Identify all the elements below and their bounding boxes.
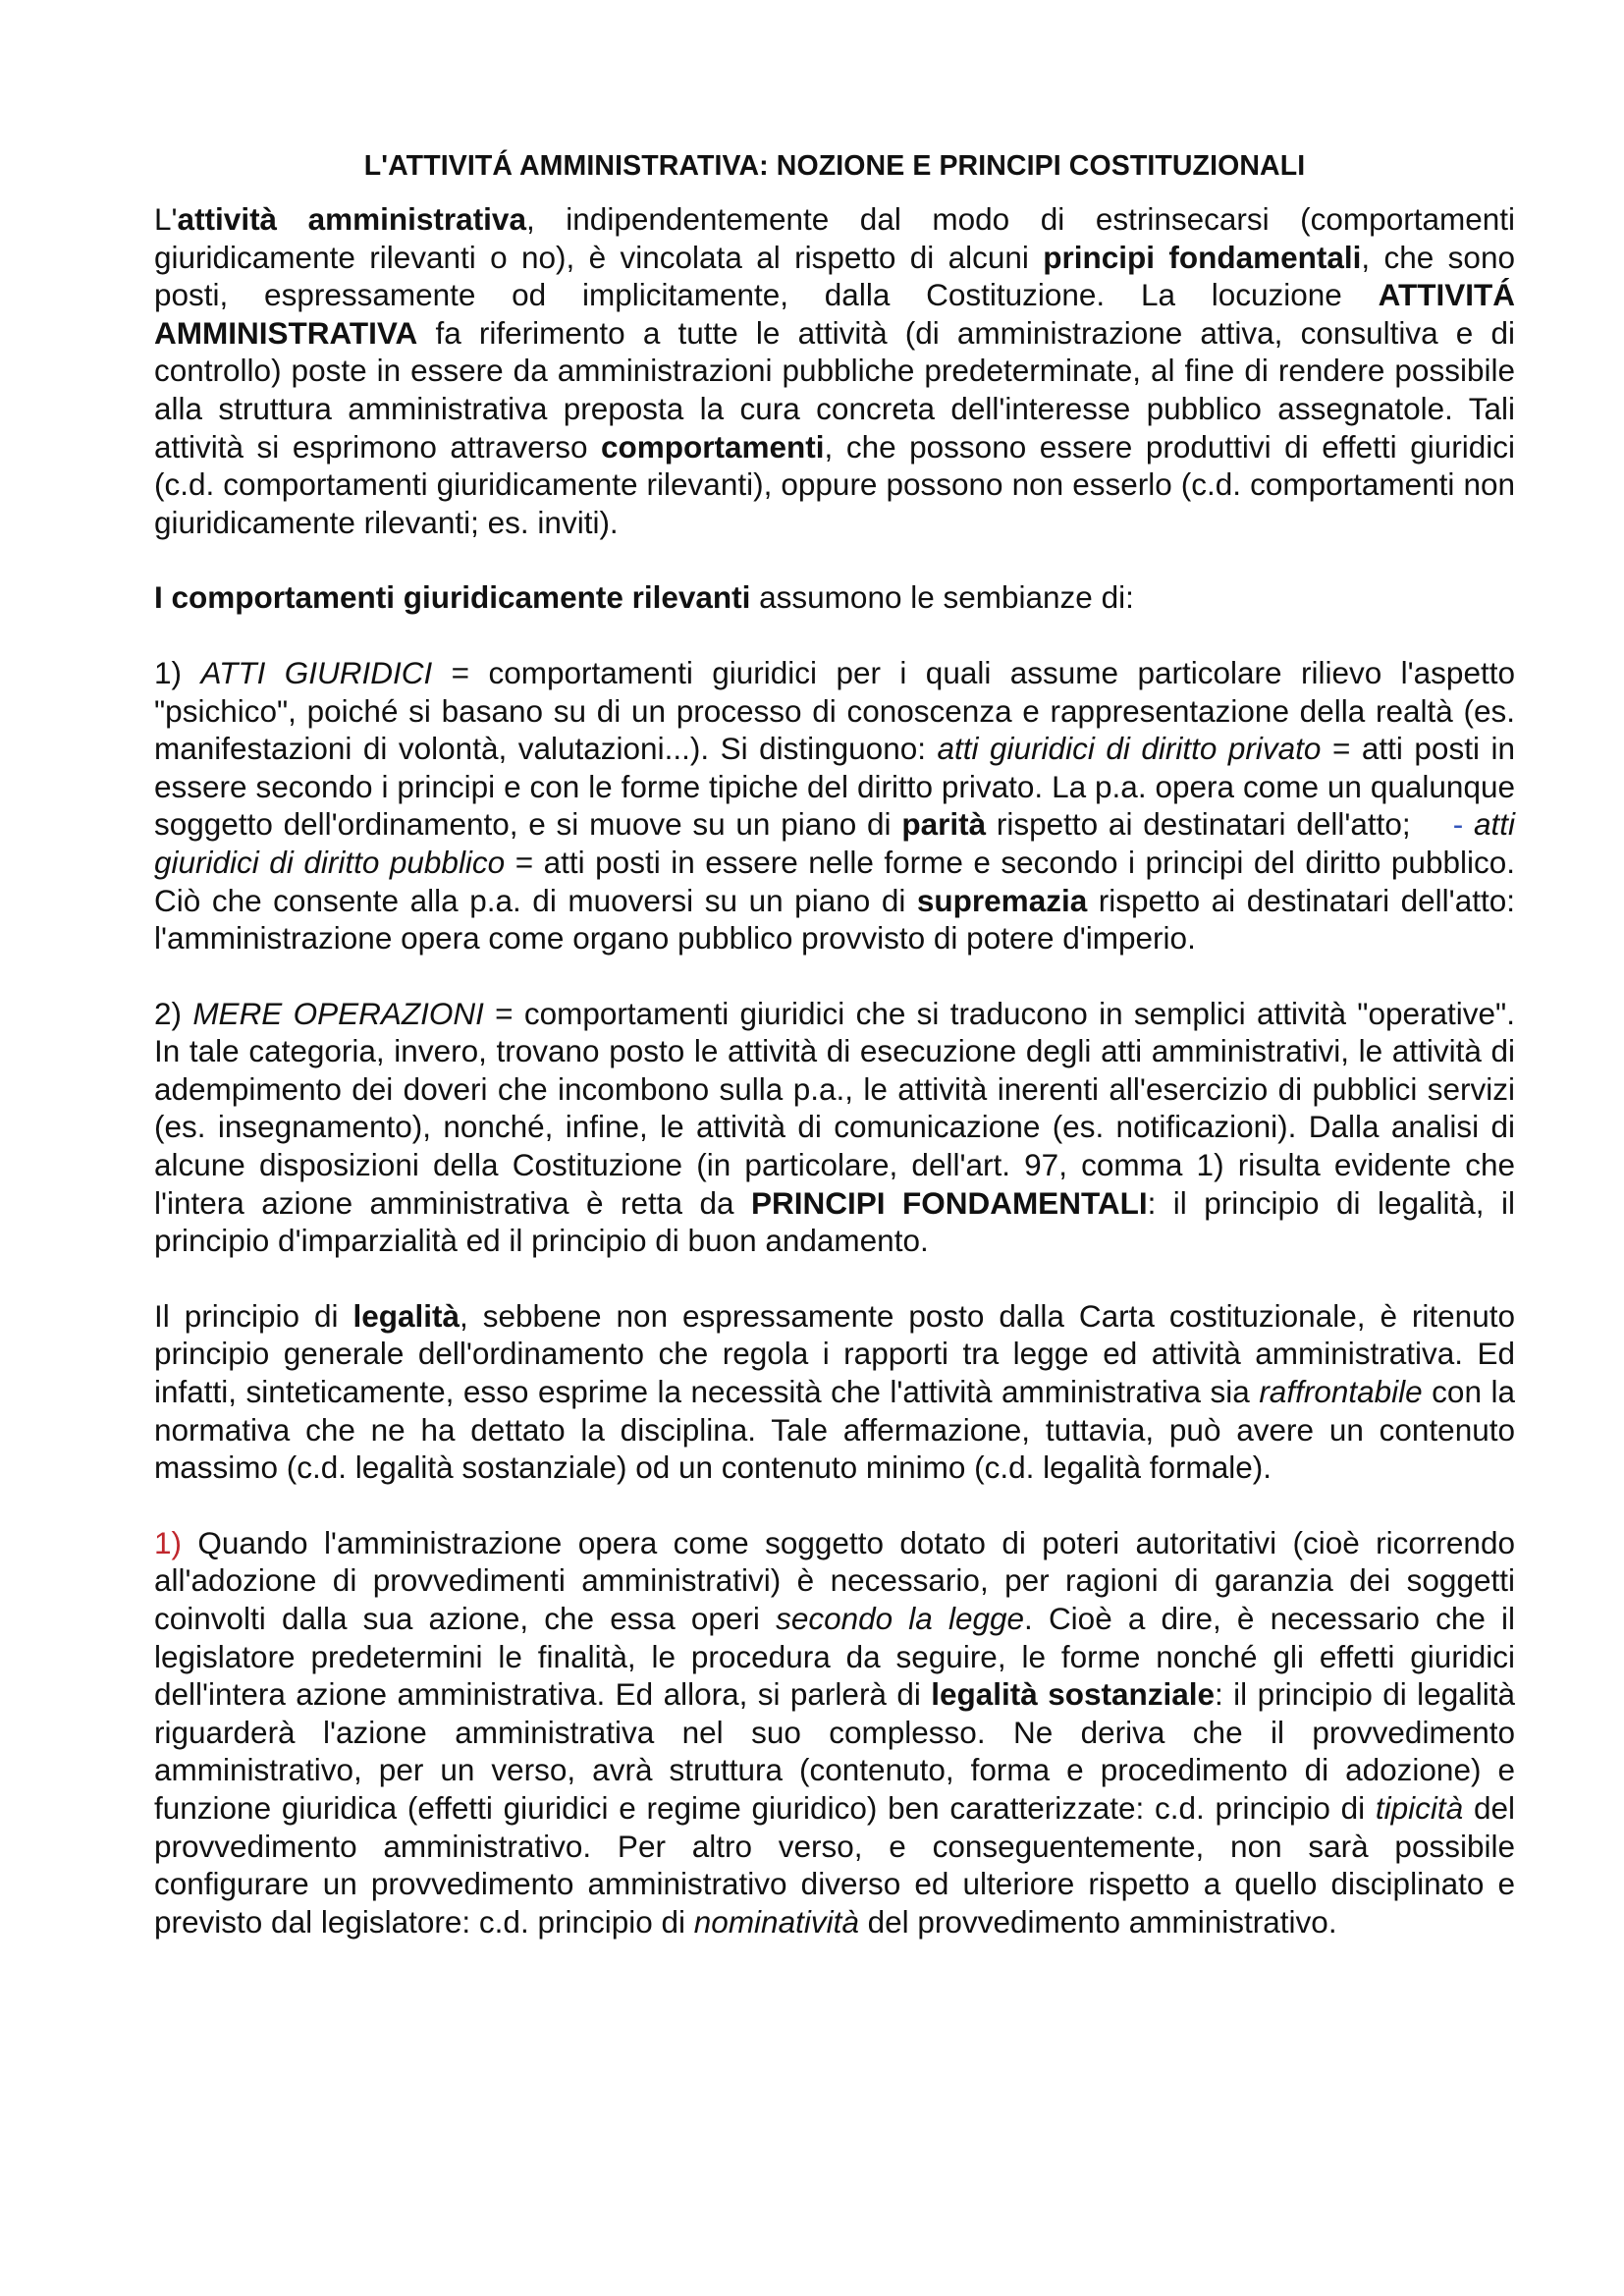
bold-term: PRINCIPI FONDAMENTALI: [750, 1184, 1148, 1221]
text-span: rispetto ai destinatari dell'atto;: [986, 806, 1453, 843]
italic-term: MERE OPERAZIONI: [192, 995, 484, 1031]
paragraph-legalita: [154, 1297, 1515, 1487]
text-span: = atti posti in essere secondo i principi e con le forme tipiche del diritto privato. La p.a. opera come un qualunque soggetto dell'ordinamento, e si muove su un piano di: [154, 731, 1515, 843]
italic-term: ATTI GIURIDICI: [200, 654, 433, 690]
bold-term: I comportamenti giuridicamente rilevanti: [154, 579, 751, 616]
paragraph-atti-giuridici: [154, 654, 1515, 957]
text-span: . Cioè a dire, è necessario che il legislatore predetermini le finalità, le procedura da seguire, le forme nonché gli effetti giuridici dell'intera azione amministrativa. Ed allora, si parlerà di: [154, 1601, 1515, 1713]
text-span: assumono le sembianze di:: [750, 579, 1134, 616]
text-span: Quando l'amministrazione opera come soggetto dotato di poteri autoritativi (cioè ricorrendo all'adozione di provvedimenti amministrativi) è necessario, per ragioni di garanzia dei soggetti coinvolti dalla sua azione, che essa operi: [154, 1524, 1515, 1636]
text-span: [1463, 806, 1474, 842]
list-number: 1): [154, 1524, 183, 1560]
text-span: , che sono posti, espressamente od implicitamente, dalla Costituzione. La locuzione: [154, 239, 1515, 313]
italic-term: raffrontabile: [1259, 1374, 1423, 1410]
italic-term: atti giuridici di diritto privato: [937, 731, 1322, 767]
text-span: = atti posti in essere nelle forme e secondo i principi del diritto pubblico. Ciò che consente alla p.a. di muoversi su un piano di: [154, 844, 1516, 918]
text-span: : il principio di legalità riguarderà l'azione amministrativa nel suo complesso. Ne deriva che il provvedimento amministrativo, per un verso, avrà struttura (contenuto, forma e procedimento di adozione) e funzione giuridica (effetti giuridici e regime giuridico) ben caratterizzate: c.d. principio di: [154, 1676, 1516, 1826]
italic-term: atti giuridici di diritto pubblico: [154, 806, 1515, 880]
text-span: del provvedimento amministrativo.: [858, 1903, 1337, 1940]
list-dash: -: [1452, 806, 1464, 843]
paragraph-intro: [154, 200, 1515, 541]
bold-term: supremazia: [916, 882, 1088, 918]
text-span: del provvedimento amministrativo. Per altro verso, e conseguentemente, non sarà possibile configurare un provvedimento amministrativo diverso ed ulteriore rispetto a quello disciplinato e previsto dal legislatore: c.d. principio di: [154, 1789, 1516, 1940]
paragraph-legalita-sostanziale: [154, 1524, 1515, 1941]
text-span: , che possono essere produttivi di effetti giuridici (c.d. comportamenti giuridicamente rilevanti), oppure possono non esserlo (c.d. comportamenti non giuridicamente rilevanti; es. inviti).: [154, 428, 1515, 540]
text-span: rispetto ai destinatari dell'atto: l'amministrazione opera come organo pubblico provvisto di potere d'imperio.: [154, 882, 1515, 957]
text-span: Il principio di: [154, 1297, 353, 1334]
bold-term: ATTIVITÁ AMMINISTRATIVA: [154, 277, 1515, 351]
bold-term: legalità: [352, 1297, 460, 1334]
paragraph-mere-operazioni: [154, 995, 1515, 1260]
bold-term: attività amministrativa: [177, 201, 526, 237]
text-span: 2): [154, 995, 193, 1031]
text-span: L': [154, 201, 178, 237]
text-span: con la normativa che ne ha dettato la disciplina. Tale affermazione, tuttavia, può avere un contenuto massimo (c.d. legalità sostanziale) od un contenuto minimo (c.d. legalità formale).: [154, 1374, 1515, 1486]
document-page: [154, 147, 1515, 1978]
italic-term: secondo la legge: [776, 1601, 1025, 1636]
page-title: L'ATTIVITÁ AMMINISTRATIVA: NOZIONE E PRINCIPI COSTITUZIONALI: [363, 150, 1306, 182]
text-span: = comportamenti giuridici che si traducono in semplici attività "operative". In tale categoria, invero, trovano posto le attività di esecuzione degli atti amministrativi, le attività di adempimento dei doveri che incombono sulla p.a., le attività inerenti all'esercizio di pubblici servizi (es. insegnamento), nonché, infine, le attività di comunicazione (es. notificazioni). Dalla analisi di alcune disposizioni della Costituzione (in particolare, dell'art. 97, comma 1) risulta evidente che l'intera azione amministrativa è retta da: [154, 995, 1515, 1221]
bold-term: principi fondamentali: [1043, 239, 1362, 275]
text-span: fa riferimento a tutte le attività (di amministrazione attiva, consultiva e di controllo) poste in essere da amministrazioni pubbliche predeterminate, al fine di rendere possibile alla struttura amministrativa preposta la cura concreta dell'interesse pubblico assegnatole. Tali attività si esprimono attraverso: [154, 314, 1515, 465]
bold-term: legalità sostanziale: [931, 1676, 1216, 1713]
italic-term: nominatività: [693, 1903, 859, 1940]
bold-term: comportamenti: [601, 428, 825, 465]
paragraph-comportamenti: [154, 578, 1515, 617]
italic-term: tipicità: [1375, 1789, 1464, 1826]
text-span: , indipendentemente dal modo di estrinsecarsi (comportamenti giuridicamente rilevanti o no), è vincolata al rispetto di alcuni: [154, 201, 1515, 275]
text-span: 1): [154, 654, 201, 690]
bold-term: parità: [901, 806, 987, 843]
text-span: , sebbene non espressamente posto dalla Carta costituzionale, è ritenuto principio generale dell'ordinamento che regola i rapporti tra legge ed attività amministrativa. Ed infatti, sinteticamente, esso esprime la necessità che l'attività amministrativa sia: [154, 1297, 1515, 1410]
text-span: : il principio di legalità, il principio d'imparzialità ed il principio di buon andamento.: [154, 1184, 1516, 1259]
text-span: = comportamenti giuridici per i quali assume particolare rilievo l'aspetto "psichico", poiché si basano su di un processo di conoscenza e rappresentazione della realtà (es. manifestazioni di volontà, valutazioni...). Si distinguono:: [154, 654, 1515, 767]
